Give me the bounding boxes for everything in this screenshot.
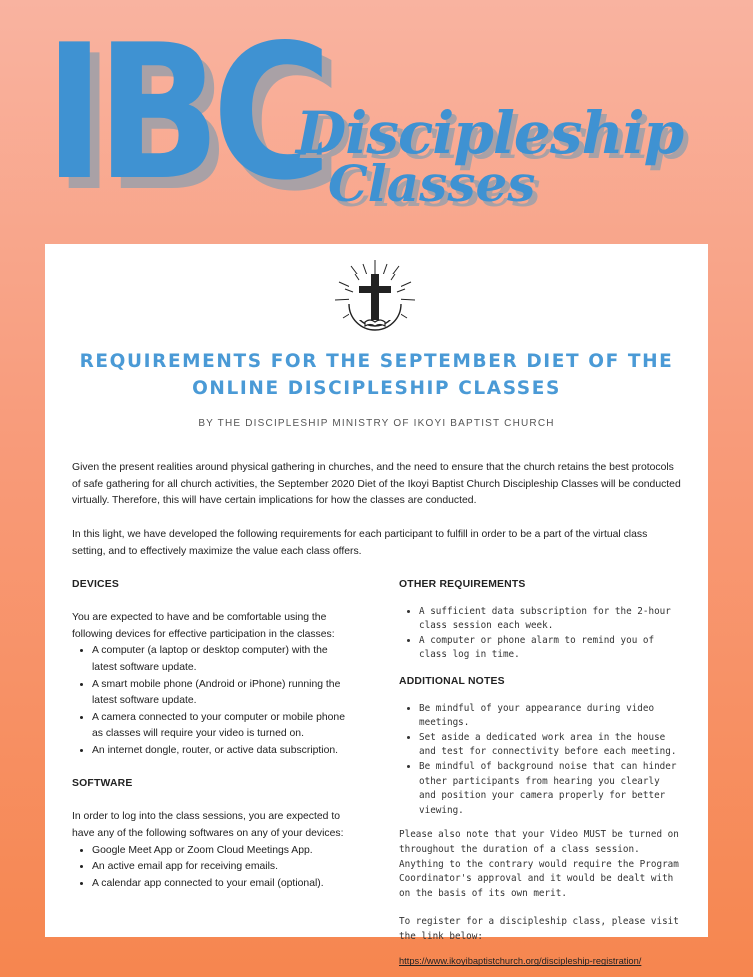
software-heading: SOFTWARE (72, 778, 133, 790)
additional-notes-heading: ADDITIONAL NOTES (399, 675, 505, 687)
list-item: • An active email app for receiving emails. (92, 859, 354, 876)
other-requirements-heading: OTHER REQUIREMENTS (399, 579, 526, 590)
devices-text: You are expected to have and be comfortable using the following devices for effective participation in the classes: (72, 612, 335, 640)
title-line-1: REQUIREMENTS FOR THE SEPTEMBER DIET OF THE (79, 351, 674, 372)
list-item: • A computer (a laptop or desktop computer) with the latest software update. (92, 643, 354, 676)
byline: BY THE DISCIPLESHIP MINISTRY OF IKOYI BAPTIST CHURCH (198, 418, 555, 429)
other-requirements-list (399, 605, 681, 663)
title-line-2: ONLINE DISCIPLESHIP CLASSES (192, 378, 561, 399)
list-item: • A calendar app connected to your email (optional). (92, 876, 354, 893)
software-list (72, 843, 354, 893)
registration-link[interactable]: https://www.ikoyibaptistchurch.org/discipleship-registration/ (399, 956, 642, 967)
list-item: • Set aside a dedicated work area in the house and test for connectivity before each meeting. (419, 731, 681, 760)
list-item: • A sufficient data subscription for the 2-hour class session each week. (419, 605, 681, 634)
intro-paragraph-1: Given the present realities around physical gathering in churches, and the need to ensure that the church retains the best protocols of safe gathering for all church activities, the September 2020 Diet of the Ikoyi Baptist Church Discipleship Classes will be conducted virtually. Therefore, this will have certain implications for how the classes are conducted. (72, 462, 681, 507)
page-title (45, 348, 708, 402)
list-item: • A camera connected to your computer or mobile phone as classes will require your video is turned on. (92, 710, 354, 743)
discipleship-heading: Discipleship (296, 99, 684, 167)
classes-heading: Classes (328, 154, 536, 213)
right-column (399, 577, 681, 971)
list-item: • Google Meet App or Zoom Cloud Meetings App. (92, 843, 354, 860)
list-item: • Be mindful of background noise that can hinder other participants from hearing you clearly and position your camera properly for better viewing. (419, 760, 681, 818)
video-note: Please also note that your Video MUST be turned on throughout the duration of a class session. Anything to the contrary would require the Program Coordinator's approval and it would be dealt with on the basis of its own merit. (399, 829, 679, 899)
additional-notes-list (399, 702, 681, 819)
cross-with-rays-and-bible-icon (335, 260, 415, 336)
left-column (72, 577, 354, 892)
header-banner (0, 0, 753, 240)
software-text: In order to log into the class sessions, you are expected to have any of the following softwares on any of your devices: (72, 811, 344, 839)
register-text: To register for a discipleship class, please visit the link below: (399, 916, 679, 942)
content-card (45, 244, 708, 967)
intro-paragraph-2: In this light, we have developed the following requirements for each participant to fulfill in order to be a part of the virtual class setting, and to effectively maximize the value each class offers. (72, 529, 648, 557)
list-item: • Be mindful of your appearance during video meetings. (419, 702, 681, 731)
list-item: • A smart mobile phone (Android or iPhone) running the latest software update. (92, 677, 354, 710)
list-item: • A computer or phone alarm to remind you of class log in time. (419, 634, 681, 663)
ibc-logo-text: IBC (44, 4, 324, 221)
list-item: • An internet dongle, router, or active data subscription. (92, 743, 354, 760)
devices-heading: DEVICES (72, 579, 120, 590)
devices-list (72, 643, 354, 759)
